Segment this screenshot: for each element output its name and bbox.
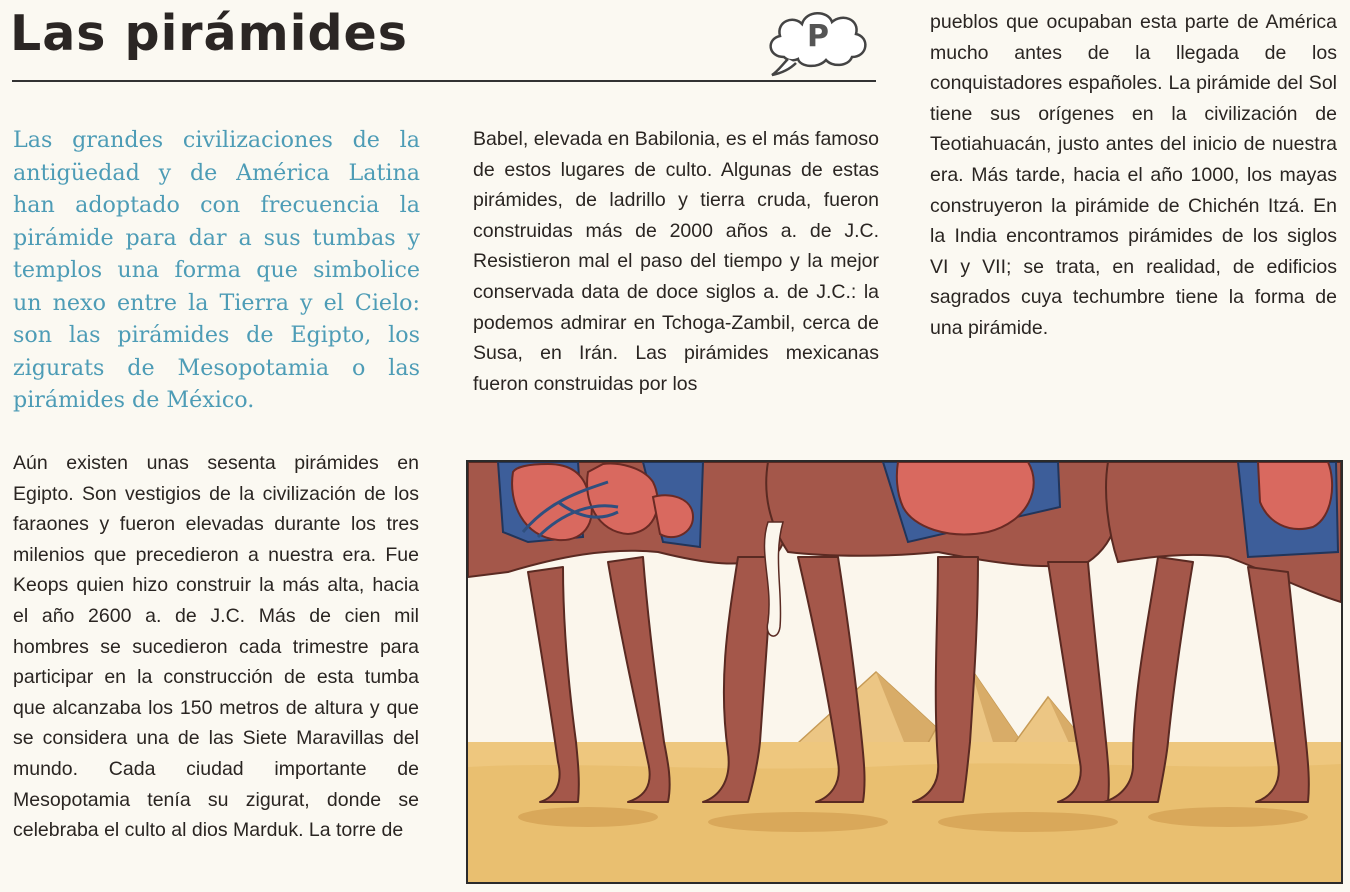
body-column-2: Babel, elevada en Babilonia, es el más famoso de estos lugares de culto. Algunas de estas pirámides, de ladrillo y tierra cruda, fueron construidas más de 2000 años a. de J.C. Resistieron mal el paso del tiempo y la mejor conservada data de doce siglos a. de J.C.: la podemos admirar en Tchoga-Zambil, cerca de Susa, en Irán. Las pirámides mexicanas fueron construidas por los (473, 128, 879, 395)
body-column-1: Aún existen unas sesenta pirámides en Egipto. Son vestigios de la civilización de los faraones y fueron elevadas durante los tres milenios que precedieron a nuestra era. Fue Keops quien hizo construir la más alta, hacia el año 2600 a. de J.C. Más de cien mil hombres se sucedieron cada trimestre para participar en la construcción de esta tumba que alcanzaba los 150 metros de altura y que se considera una de las Siete Maravillas del mundo. Cada ciudad importante de Mesopotamia tenía su zigurat, donde se celebraba el culto al dios Marduk. La torre de (13, 452, 419, 842)
intro-paragraph: Las grandes civilizaciones de la antigüedad y de América Latina han adoptado con frecuencia la pirámide para dar a sus tumbas y templos una forma que simbolice un nexo entre la Tierra y el Cielo: son las pirámides de Egipto, los zigurats de Mesopotamia o las pirámides de México. (13, 127, 420, 413)
camel-caravan-illustration (466, 460, 1343, 884)
page-title: Las pirámides (10, 5, 408, 62)
thought-cloud-icon (762, 5, 874, 79)
body-column-3: pueblos que ocupaban esta parte de América mucho antes de la llegada de los conquistadores españoles. La pirámide del Sol tiene sus orígenes en la civilización de Teotiahuacán, justo antes del inicio de nuestra era. Más tarde, hacia el año 1000, los mayas construyeron la pirámide de Chichén Itzá. En la India encontramos pirámides de los siglos VI y VII; se trata, en realidad, de edificios sagrados cuya techumbre tiene la forma de una pirámide. (930, 11, 1337, 339)
badge-letter: P (807, 19, 829, 54)
title-divider (12, 80, 876, 82)
